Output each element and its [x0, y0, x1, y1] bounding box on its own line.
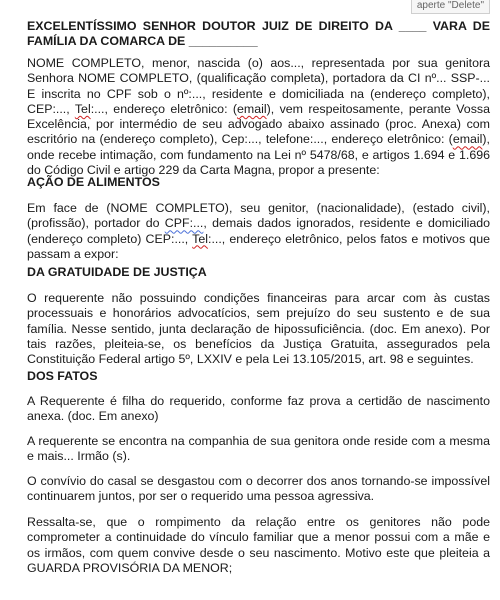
- spellcheck-word-tel: Tel: [74, 101, 91, 116]
- spellcheck-word-email-2: email: [452, 132, 483, 147]
- spellcheck-word-tel-2: Tel: [192, 231, 209, 246]
- gratuidade-paragraph: O requerente não possuindo condições financeiras para arcar com às custas processuais e honorários advocatícios, sem prejuízo do seu sustento e de sua família. Nesse sentido, junta declaração de hipossuficiência. (doc. Em anexo). Por tais razões, pleiteia-se, os benefícios da Justiça Gratuita, assegurados pela Constituição Federal artigo 5º, LXXIV e pela Lei 13.105/2015, art. 98 e seguintes.: [27, 291, 490, 367]
- document-title: EXCELENTÍSSIMO SENHOR DOUTOR JUIZ DE DIREITO DA ____ VARA DE FAMÍLIA DA COMARCA DE __________: [27, 19, 490, 49]
- section-heading-gratuidade: DA GRATUIDADE DE JUSTIÇA: [27, 265, 207, 279]
- fatos-paragraph-1: A Requerente é filha do requerido, conforme faz prova a certidão de nascimento anexa. (doc. Em anexo): [27, 394, 490, 424]
- acao-paragraph: Em face de (NOME COMPLETO), seu genitor, (nacionalidade), (estado civil), (profissão), portador do CPF:..., demais dados ignorados, residente e domiciliado (endereço completo) CEP:..., Tel:..., endereço eletrônico, pelos fatos e motivos que passam a expor:: [27, 201, 490, 261]
- section-heading-acao: AÇÃO DE ALIMENTOS: [27, 175, 160, 189]
- keyboard-hint-tooltip: aperte "Delete": [411, 0, 490, 14]
- intro-paragraph: NOME COMPLETO, menor, nascida (o) aos..., representada por sua genitora Senhora NOME COMPLETO, (qualificação completa), portadora da CI nº... SSP-... E inscrita no CPF sob o nº:..., residente e domiciliada na (endereço completo), CEP:..., Tel:..., endereço eletrônico: (email), vem respeitosamente, perante Vossa Excelência, por intermédio de seu advogado abaixo assinado (proc. Anexa) com escritório na (endereço completo), Cep:..., telefone:..., endereço eletrônico: (email), onde recebe intimação, com fundamento na Lei nº 5478/68, e artigos 1.694 e 1.696 do Código Civil e artigo 229 da Carta Magna, propor a presente:: [27, 56, 490, 178]
- fatos-paragraph-4: Ressalta-se, que o rompimento da relação entre os genitores não pode comprometer a continuidade do vínculo familiar que a menor possui com a mãe e os irmãos, com quem convive desde o seu nascimento. Motivo este que pleiteia a GUARDA PROVISÓRIA DA MENOR;: [27, 515, 490, 575]
- section-heading-fatos: DOS FATOS: [27, 369, 98, 383]
- spellcheck-word-email: email: [237, 101, 267, 116]
- fatos-paragraph-2: A requerente se encontra na companhia de sua genitora onde reside com a mesma e mais... Irmão (s).: [27, 434, 490, 464]
- fatos-paragraph-3: O convívio do casal se desgastou com o decorrer dos anos tornando-se impossível continuarem juntos, por ser o requerido uma pessoa agressiva.: [27, 474, 490, 504]
- grammar-flag-cpf: CPF:...: [164, 216, 204, 231]
